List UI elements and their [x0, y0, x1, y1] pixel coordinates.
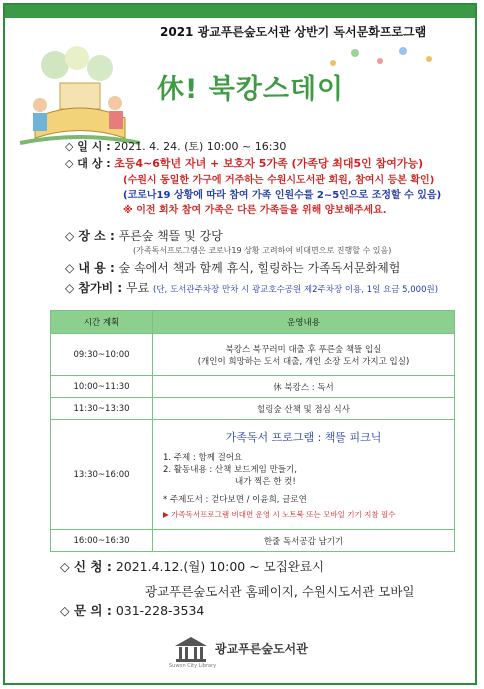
contact-row	[60, 601, 204, 619]
logo-text: 광교푸른숲도서관	[215, 642, 308, 656]
place-note: (가족독서프로그램은 코로나19 상황 고려하여 비대면으로 진행할 수 있음)	[133, 246, 392, 255]
top-green-bar	[5, 5, 475, 18]
program-header: 2021 광교푸른숲도서관 상반기 독서문화프로그램	[160, 25, 427, 39]
program-title: 가족독서 프로그램 : 책뜰 피크닉	[225, 431, 382, 444]
contact-value: 031-228-3534	[115, 603, 205, 618]
content-label: ◇ 내 용 :	[65, 261, 115, 275]
apply-value: 2021.4.12.(월) 10:00 ~ 모집완료시	[115, 559, 325, 574]
content-cell: 休 북캉스 : 독서	[153, 376, 455, 398]
content-cell: 한줄 독서공감 남기기	[153, 530, 455, 552]
content-line: 북캉스 북꾸러미 대출 후 푸른숲 책뜰 입실	[225, 344, 382, 355]
place-row	[65, 227, 223, 244]
library-logo-icon	[173, 634, 209, 664]
table-header: 운영내용	[153, 311, 455, 334]
program-line: * 주제도서 : 걷다보면 / 이윤희, 글로연	[163, 495, 307, 505]
contact-label: ◇ 문 의 :	[60, 603, 112, 618]
target-note-1: (수원시 동일한 가구에 거주하는 수원시도서관 회원, 참여시 등본 확인)	[123, 175, 435, 186]
table-row	[51, 420, 455, 530]
table-header: 시간 계획	[51, 311, 153, 334]
date-row	[65, 138, 286, 154]
content-line: (개인이 희망하는 도서 대출, 개인 소장 도서 가지고 입실)	[197, 356, 410, 367]
place-value: 푸른숲 책뜰 및 강당	[118, 229, 223, 243]
fee-label: ◇ 참가비 :	[65, 281, 123, 295]
date-value: 2021. 4. 24. (토) 10:00 ~ 16:30	[114, 140, 287, 153]
poster-frame	[3, 3, 477, 685]
program-line: 1. 주제 : 함께 걸어요	[163, 453, 243, 463]
table-row	[51, 334, 455, 376]
fee-row	[65, 279, 438, 296]
table-row	[51, 376, 455, 398]
apply-label: ◇ 신 청 :	[60, 559, 112, 574]
schedule-table	[50, 310, 455, 552]
logo-subtext: Suwon City Library	[169, 663, 217, 669]
table-row	[51, 530, 455, 552]
table-row	[51, 398, 455, 420]
time-cell: 11:30~13:30	[51, 398, 153, 420]
program-line: 2. 활동내용 : 산책 보드게임 만들기,	[163, 465, 297, 475]
content-cell	[153, 334, 455, 376]
target-value: 초등4~6학년 자녀 + 보호자 5가족 (가족당 최대5인 참여가능)	[114, 157, 424, 170]
content-value: 숲 속에서 책과 함께 휴식, 힐링하는 가족독서문화체험	[118, 261, 401, 275]
time-cell: 09:30~10:00	[51, 334, 153, 376]
time-cell: 10:00~11:30	[51, 376, 153, 398]
target-row	[65, 155, 423, 171]
time-cell: 13:30~16:00	[51, 420, 153, 530]
table-header-row	[51, 311, 455, 334]
content-row	[65, 259, 400, 276]
fee-value: 무료	[126, 281, 150, 295]
target-label: ◇ 대 상 :	[65, 157, 111, 170]
fee-note: (단, 도서관주차장 만차 시 광교호수공원 제2주차장 이용, 1일 요금 5,000원)	[153, 285, 439, 295]
apply-channel: 광교푸른숲도서관 홈페이지, 수원시도서관 모바일	[145, 584, 415, 599]
library-logo	[169, 632, 308, 672]
target-note-3: ※ 이전 회차 참여 가족은 다른 가족들을 위해 양보해주세요.	[123, 205, 387, 216]
program-note: ▶ 가족독서프로그램 비대면 운영 시 노트북 또는 모바일 기기 지참 필수	[163, 510, 396, 519]
apply-row	[60, 557, 324, 575]
reading-children-illustration	[15, 43, 145, 153]
date-label: ◇ 일 시 :	[65, 140, 111, 153]
program-cell	[153, 420, 455, 530]
time-cell: 16:00~16:30	[51, 530, 153, 552]
target-note-2: (코로나19 상황에 따라 참여 가족 인원수를 2~5인으로 조정할 수 있음)	[123, 190, 442, 201]
main-title: 休! 북캉스데이	[157, 74, 345, 105]
program-line: 내가 찍은 한 컷!	[235, 477, 296, 487]
content-cell: 힐링숲 산책 및 점심 식사	[153, 398, 455, 420]
place-label: ◇ 장 소 :	[65, 229, 115, 243]
